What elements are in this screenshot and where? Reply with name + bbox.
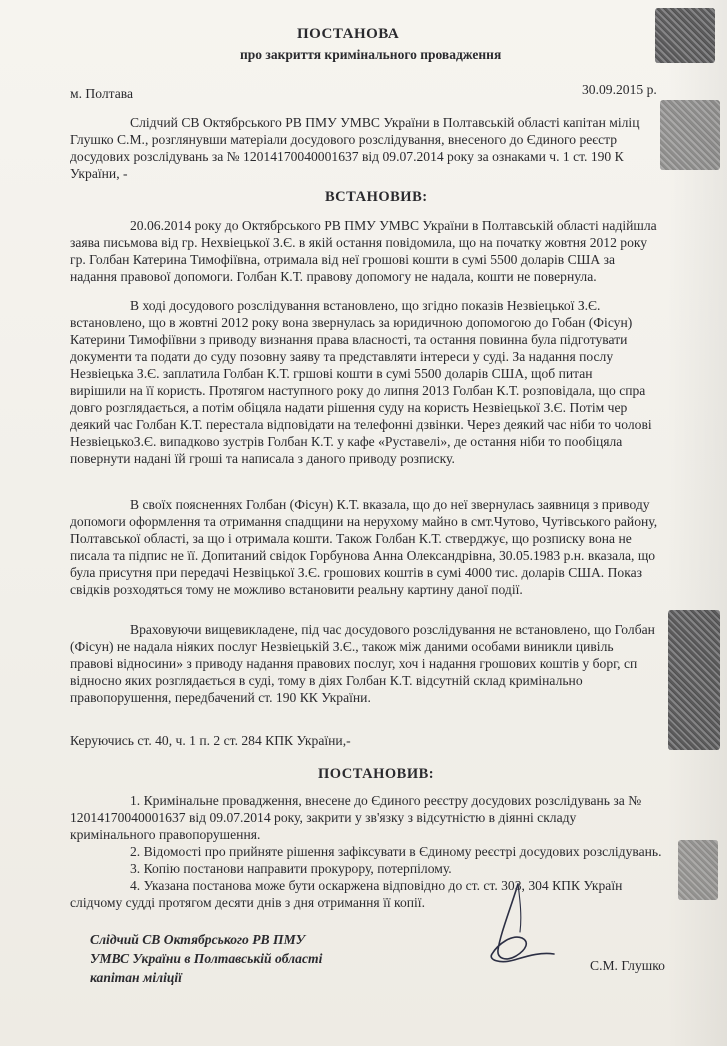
paragraph-line: свідків розходяться тому не можливо встановити реальну картину даної події. — [70, 582, 523, 597]
paragraph-line: правові відносини» з приводу надання правових послуг, хоч і надання грошових коштів у борг, сп — [70, 656, 638, 671]
resolution-item: 3. Копію постанови направити прокурору, потерпілому. — [130, 861, 452, 876]
redaction-mark — [678, 840, 718, 900]
paragraph-line: гр. Голбан Катерина Тимофіївна, отримала від неї грошові кошти в сумі 5500 доларів США за — [70, 252, 615, 267]
paragraph-line: деякий час Голбан К.Т. перестала відповідати на телефонні дзвінки. Через деякий час ніби то чолові — [70, 417, 652, 432]
paragraph-line: В своїх поясненнях Голбан (Фісун) К.Т. вказала, що до неї звернулась заявниця з приводу — [130, 497, 650, 512]
resolution-item: 2. Відомості про прийняте рішення зафіксувати в Єдиному реєстрі досудових розслідувань. — [130, 844, 662, 859]
paragraph-line: довго розглядається, а потім обіцяла надати рішення суду на користь Незвіецької З.Є. Потім чер — [70, 400, 628, 415]
paragraph-line: документи та подати до суду позовну заяву та представляти інтереси у суді. За надання послу — [70, 349, 614, 364]
resolved-header: ПОСТАНОВИВ: — [318, 766, 435, 782]
resolution-item: кримінального правопорушення. — [70, 827, 261, 842]
resolution-item: слідчому судді протягом десяти днів з дня отримання її копії. — [70, 895, 425, 910]
redaction-mark — [660, 100, 720, 170]
paragraph-line: Враховуючи вищевикладене, під час досудового розслідування не встановлено, що Голбан — [130, 622, 655, 637]
paragraph-line: правопорушення, передбачений ст. 190 КК України. — [70, 690, 371, 705]
paragraph-line: вирішили на її користь. Протягом наступного року до липня 2013 Голбан К.Т. розповідала, що спра — [70, 383, 646, 398]
paragraph-line: повернути надані їй гроші та написала з даного приводу розписку. — [70, 451, 455, 466]
signatory-position: УМВС України в Полтавській області — [90, 951, 323, 966]
paragraph-line: (Фісун) не надала ніяких послуг Незвіецькій З.Є., також між даними особами виникли цивіль — [70, 639, 614, 654]
paragraph-line: Полтавської області, за що і отримала кошти. Також Голбан К.Т. стверджує, що розписку вона не — [70, 531, 632, 546]
paragraph-line: відносно яких розглядається в суді, тому в діях Голбан К.Т. відсутній склад кримінально — [70, 673, 583, 688]
intro-line: Глушко С.М., розглянувши матеріали досудового розслідування, внесеного до Єдиного реєстр — [70, 132, 618, 147]
signatory-name: С.М. Глушко — [590, 958, 665, 973]
redaction-mark — [668, 610, 720, 750]
guided-by-line: Керуючись ст. 40, ч. 1 п. 2 ст. 284 КПК України,- — [70, 733, 351, 748]
handwritten-signature — [470, 880, 560, 970]
intro-line: досудових розслідувань за № 12014170040001637 від 09.07.2014 року за ознаками ч. 1 ст. 190 К — [70, 149, 624, 164]
paragraph-line: писала та підпис не її. Допитаний свідок Горбунова Анна Олександрівна, 30.05.1983 р.н. вказала, що — [70, 548, 656, 563]
document-subtitle: про закриття кримінального провадження — [240, 47, 502, 62]
signatory-position: Слідчий СВ Октябрського РВ ПМУ — [90, 932, 306, 947]
document-title: ПОСТАНОВА — [297, 26, 400, 42]
resolution-item: 1. Кримінальне провадження, внесене до Єдиного реєстру досудових розслідувань за № — [130, 793, 642, 808]
paragraph-line: допомоги оформлення та отримання спадщини на нерухому майно в смт.Чутово, Чутівського району, — [70, 514, 658, 529]
paragraph-line: Незвіецька З.Є. заплатила Голбан К.Т. гршові кошти в сумі 5500 доларів США, щоб питан — [70, 366, 593, 381]
city: м. Полтава — [70, 86, 134, 101]
paragraph-line: заява письмова від гр. Нехвіецької З.Є. в якій остання повідомила, що на початку жовтня 2012 року — [70, 235, 648, 250]
redaction-mark — [655, 8, 715, 63]
paragraph-line: 20.06.2014 року до Октябрського РВ ПМУ УМВС України в Полтавській області надійшла — [130, 218, 657, 233]
paragraph-line: надання правової допомоги. Голбан К.Т. правову допомогу не надала, кошти не повернула. — [70, 269, 597, 284]
paragraph-line: була присутня при передачі Незвіцької З.Є. грошових коштів в сумі 4000 тис. доларів США. Показ — [70, 565, 643, 580]
intro-line: Слідчий СВ Октябрського РВ ПМУ УМВС України в Полтавській області капітан міліц — [130, 115, 640, 130]
established-header: ВСТАНОВИВ: — [325, 189, 428, 205]
resolution-item: 4. Указана постанова може бути оскаржена відповідно до ст. ст. 303, 304 КПК Україн — [130, 878, 623, 893]
paragraph-line: встановлено, що в жовтні 2012 року вона звернулась за юридичною допомогою до Гобан (Фісун) — [70, 315, 633, 330]
paragraph-line: НезвіецькоЗ.Є. випадково зустрів Голбан К.Т. у кафе «Руставелі», де остання ніби то пообіцяла — [70, 434, 623, 449]
resolution-item: 12014170040001637 від 09.07.2014 року, закрити у зв'язку з відсутністю в діянні складу — [70, 810, 577, 825]
document-date: 30.09.2015 р. — [582, 82, 657, 97]
paragraph-line: Катерини Тимофіївни з приводу визнання права власності, та остання повинна була підготувати — [70, 332, 628, 347]
signatory-position: капітан міліції — [90, 970, 182, 985]
intro-line: України, - — [70, 166, 128, 181]
paragraph-line: В ході досудового розслідування встановлено, що згідно показів Незвіецької З.Є. — [130, 298, 601, 313]
